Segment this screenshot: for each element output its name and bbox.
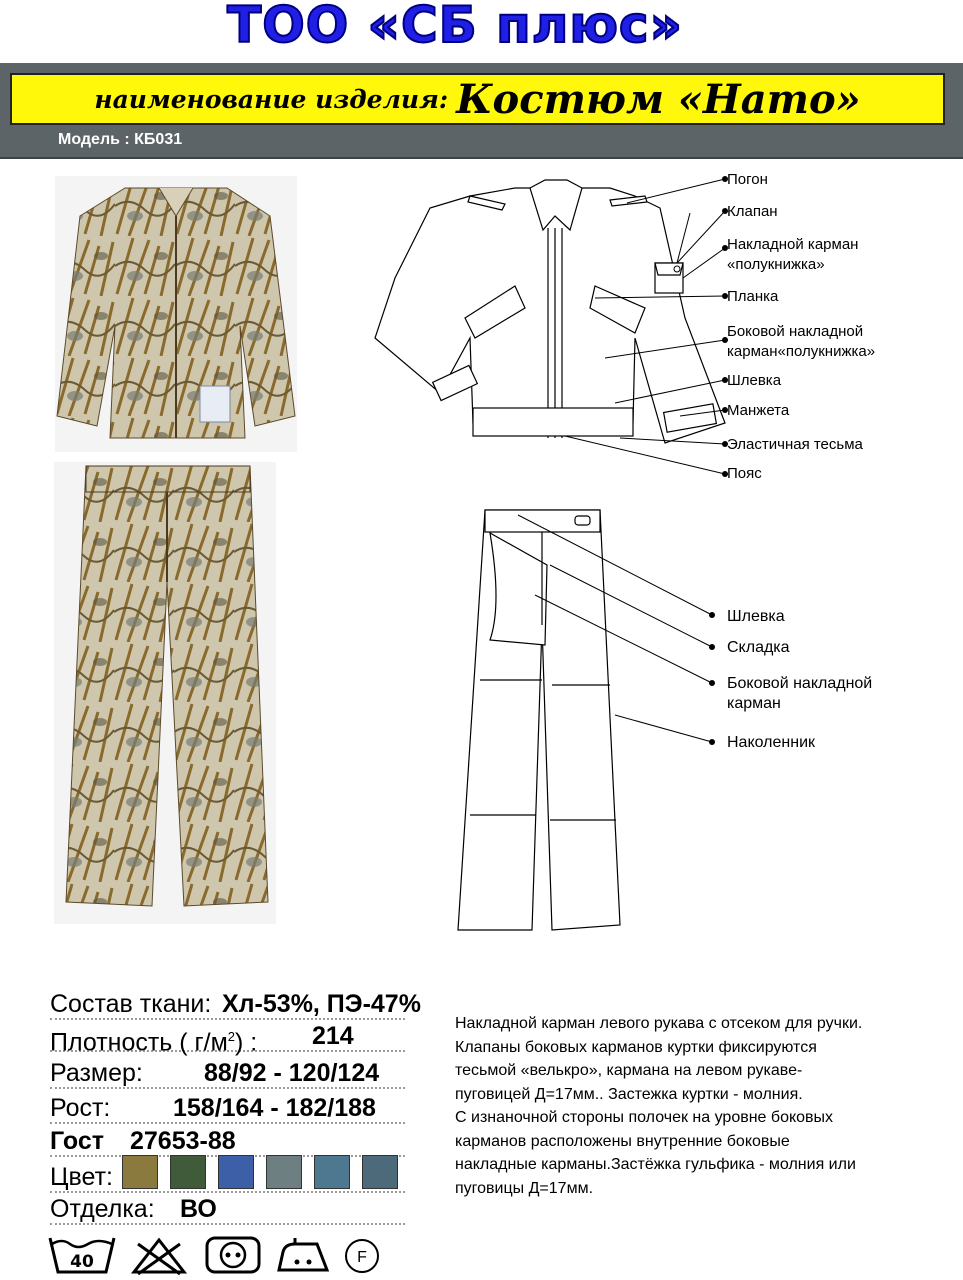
callout-waistband: Пояс: [727, 465, 762, 482]
callout-knee-pad: Наколенник: [727, 734, 816, 751]
spec-finish-value: ВО: [180, 1195, 217, 1223]
dry-clean-f-icon: [344, 1238, 380, 1279]
spec-finish-label: Отделка:: [50, 1195, 155, 1223]
product-name-box: [10, 73, 945, 125]
spec-fabric: [50, 989, 421, 1020]
company-title: ТОО «СБ плюс»: [227, 0, 683, 54]
pants-photo: [54, 462, 276, 924]
spec-density-sup: 2: [227, 1029, 236, 1044]
spec-color-label: Цвет:: [50, 1163, 113, 1191]
callout-side-pocket: Боковой накладной карман«полукнижка»: [727, 323, 876, 360]
product-description: Накладной карман левого рукава с отсеком для ручки. Клапаны боковых карманов куртки фиксируются тесьмой «велькро», кармана на левом рукаве- пуговицей Д=17мм.. Застежка куртки - молния. С изнаночной стороны полочек на уровне боковых карманов расположены внутренние боковые накладные карманы.Застёжка гульфика - молния или пуговицы Д=17мм.: [455, 1015, 863, 1197]
spec-gost-value: 27653-88: [130, 1127, 236, 1155]
spec-density-label: Плотность ( г/м: [50, 1028, 228, 1057]
callout-pants-belt-loop: Шлевка: [727, 608, 785, 625]
callout-pogon: Погон: [727, 171, 768, 188]
callout-cuff: Манжета: [727, 402, 790, 419]
color-swatches: [122, 1155, 398, 1189]
header-band: [0, 63, 963, 159]
spec-height-value: 158/164 - 182/188: [173, 1094, 376, 1122]
callout-belt-loop: Шлевка: [727, 372, 782, 389]
iron-icon: [275, 1234, 331, 1280]
spec-finish: [50, 1194, 405, 1225]
spec-gost-label: Гост: [50, 1127, 105, 1155]
wash-40-icon: [48, 1234, 116, 1280]
spec-height: [50, 1093, 405, 1124]
spec-density-value: 214: [312, 1022, 354, 1050]
spec-size-label: Размер:: [50, 1059, 143, 1087]
spec-density: [50, 1021, 405, 1057]
spec-size-value: 88/92 - 120/124: [204, 1059, 380, 1087]
tumble-dry-icon: [205, 1234, 261, 1280]
color-swatch: [170, 1155, 206, 1189]
no-bleach-icon: [130, 1234, 188, 1280]
product-name: Костюм «Нато»: [456, 75, 861, 123]
jacket-photo: [55, 176, 297, 452]
callout-pants-side-pocket: Боковой накладной карман: [727, 675, 873, 712]
pants-sketch: [450, 505, 720, 945]
callout-pleat: Складка: [727, 639, 790, 656]
color-swatch: [362, 1155, 398, 1189]
callout-elastic: Эластичная тесьма: [727, 436, 863, 453]
product-label: наименование изделия:: [94, 84, 449, 114]
wash-temp: 40: [70, 1252, 94, 1272]
spec-height-label: Рост:: [50, 1094, 111, 1122]
dry-clean-letter: F: [357, 1249, 367, 1266]
color-swatch: [314, 1155, 350, 1189]
callout-klapan: Клапан: [727, 203, 778, 220]
spec-gost: [50, 1126, 405, 1157]
spec-fabric-value: Хл-53%, ПЭ-47%: [222, 990, 421, 1018]
color-swatch: [122, 1155, 158, 1189]
color-swatch: [218, 1155, 254, 1189]
callout-planka: Планка: [727, 288, 779, 305]
color-swatch: [266, 1155, 302, 1189]
spec-density-tail: ) :: [235, 1028, 258, 1057]
model-number: Модель : КБ031: [58, 131, 183, 148]
spec-size: [50, 1058, 405, 1089]
spec-fabric-label: Состав ткани:: [50, 990, 212, 1018]
callout-sleeve-pocket: Накладной карман «полукнижка»: [727, 236, 859, 273]
